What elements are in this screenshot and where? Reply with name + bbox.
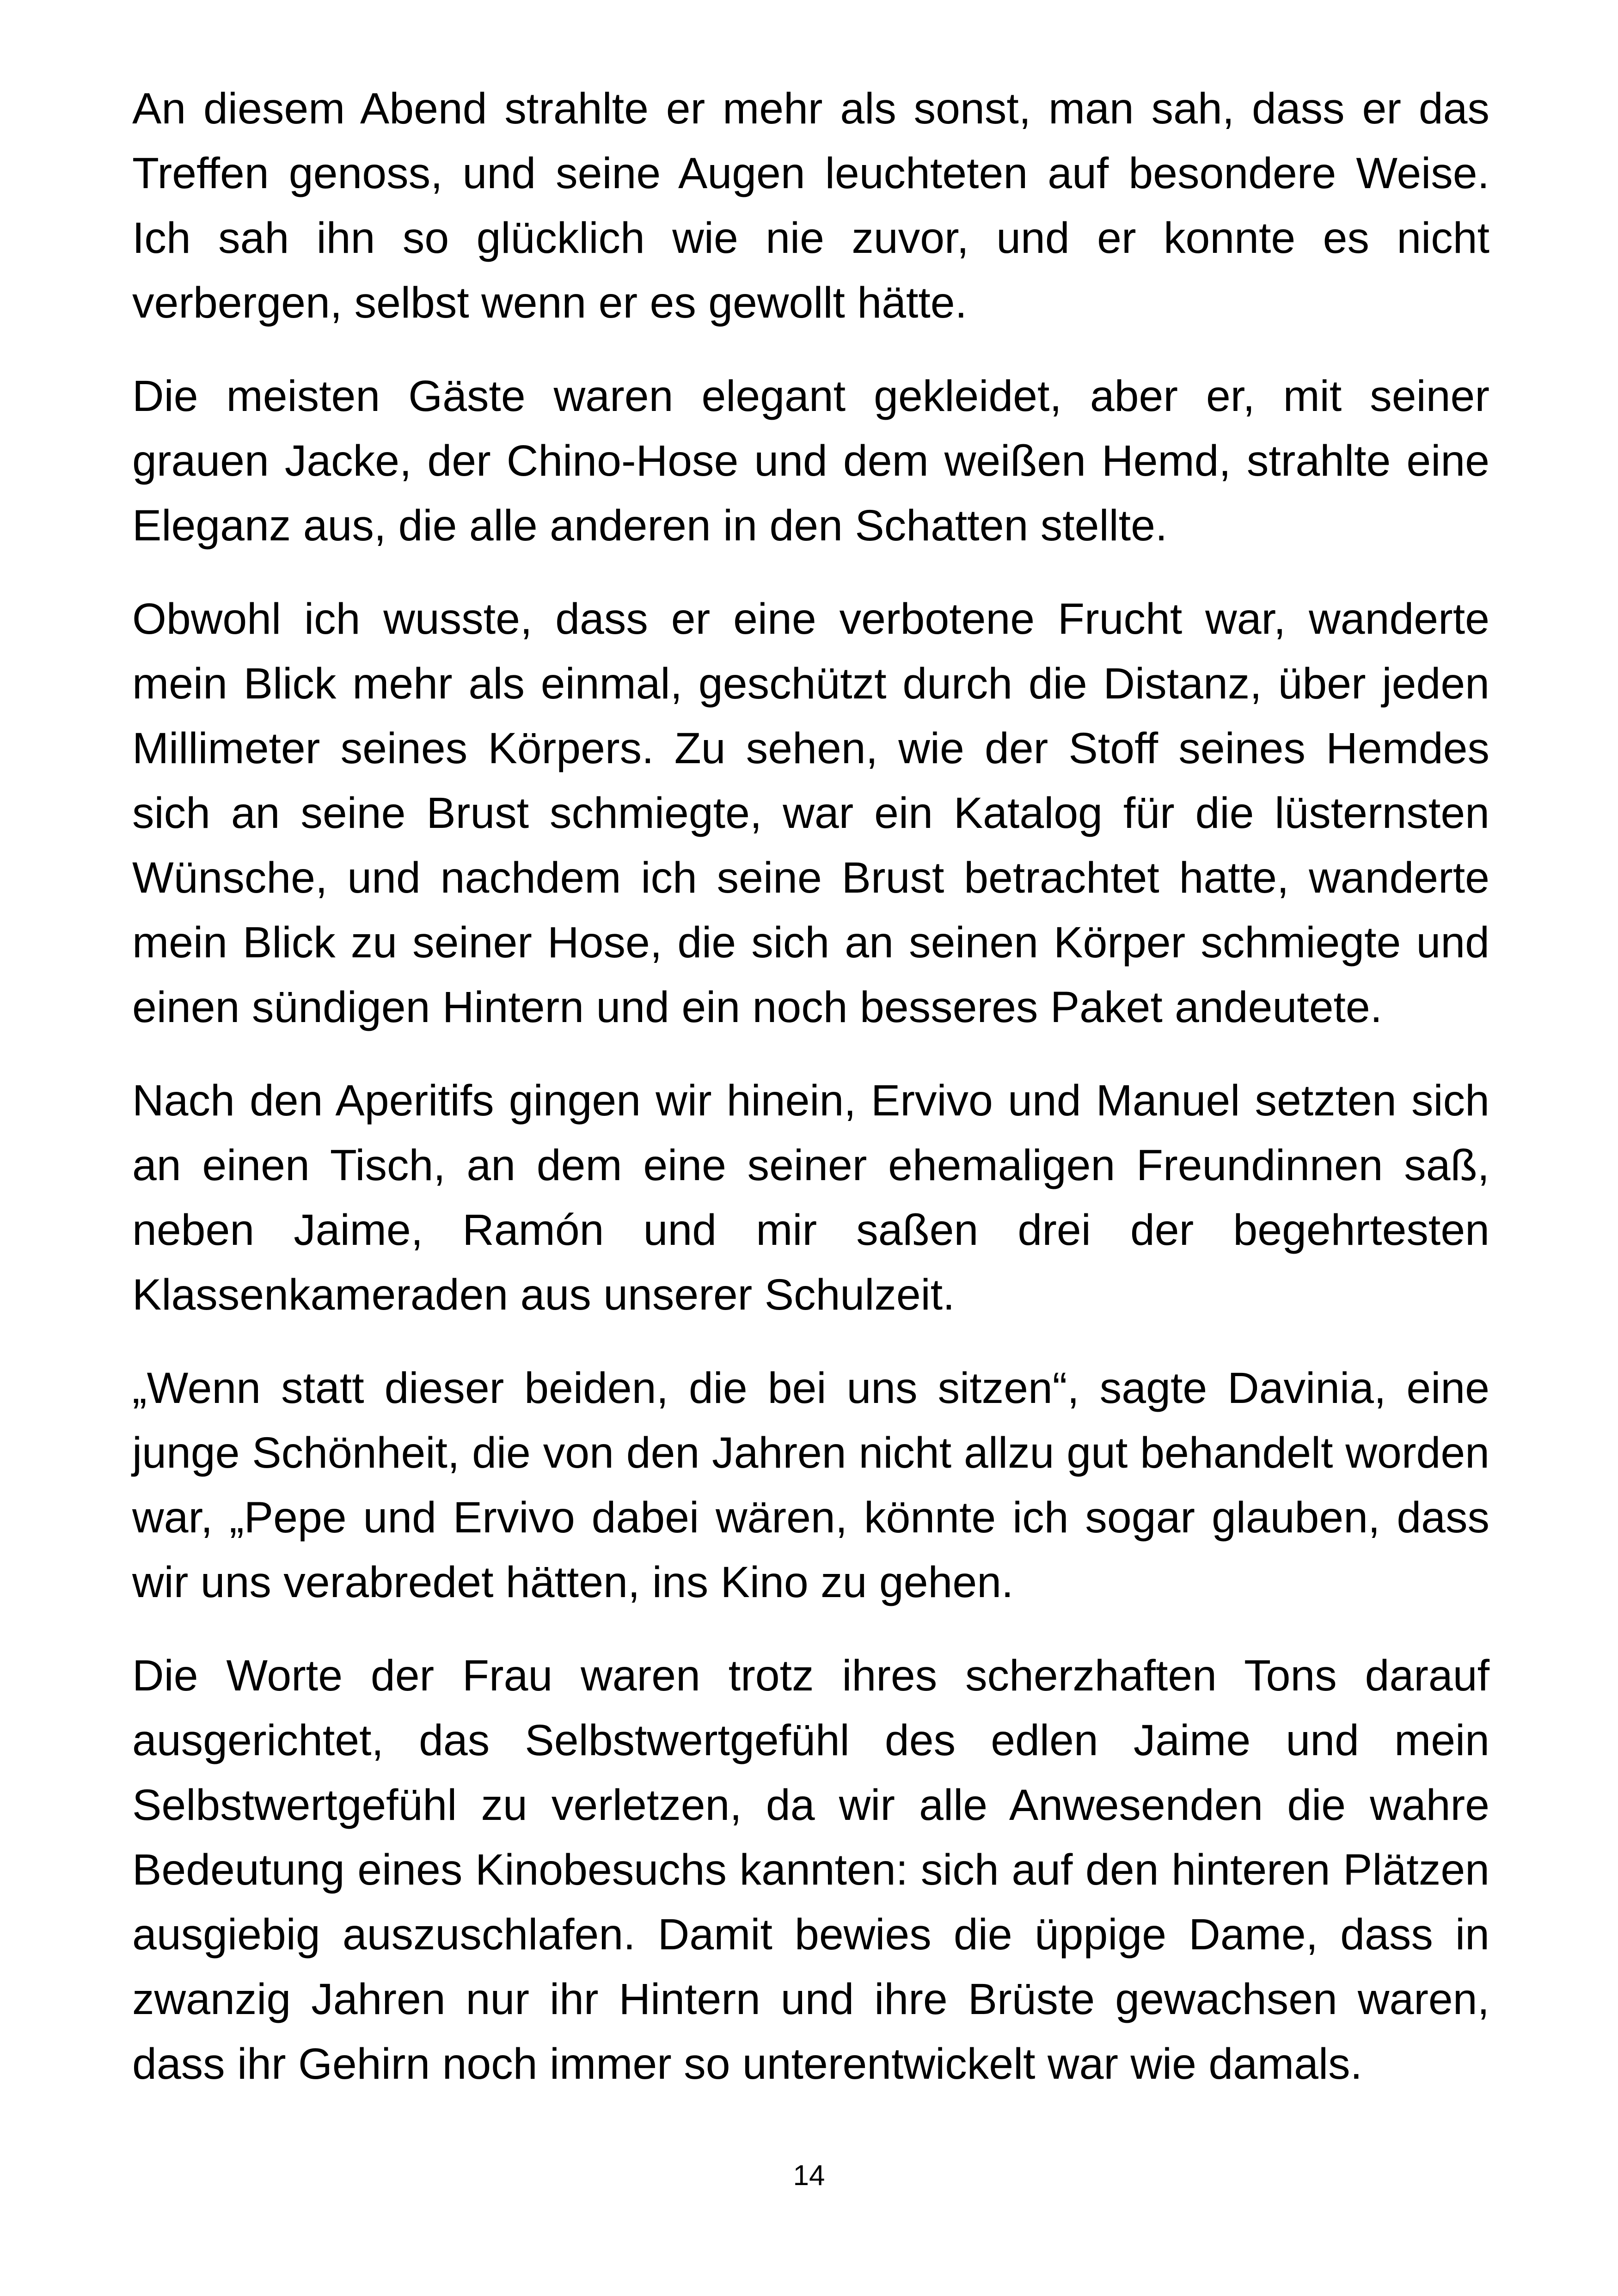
paragraph-4: Nach den Aperitifs gingen wir hinein, Ervivo und Manuel setzten sich an einen Tisch, an dem eine seiner ehemaligen Freundinnen saß, neben Jaime, Ramón und mir saßen drei der begehrtesten Klassenkameraden aus unserer Schulzeit. xyxy=(132,1076,1489,1319)
page-number: 14 xyxy=(793,2160,825,2192)
paragraph-2: Die meisten Gäste waren elegant gekleidet, aber er, mit seiner grauen Jacke, der Chino-Hose und dem weißen Hemd, strahlte eine Eleganz aus, die alle anderen in den Schatten stellte. xyxy=(132,372,1489,550)
paragraph-6: Die Worte der Frau waren trotz ihres scherzhaften Tons darauf ausgerichtet, das Selbstwertgefühl des edlen Jaime und mein Selbstwertgefühl zu verletzen, da wir alle Anwesenden die wahre Bedeutung eines Kinobesuchs kannten: sich auf den hinteren Plätzen ausgiebig auszuschlafen. Damit bewies die üppige Dame, dass in zwanzig Jahren nur ihr Hintern und ihre Brüste gewachsen waren, dass ihr Gehirn noch immer so unterentwickelt war wie damals. xyxy=(132,1651,1489,2088)
paragraph-5: „Wenn statt dieser beiden, die bei uns sitzen“, sagte Davinia, eine junge Schönheit, die von den Jahren nicht allzu gut behandelt worden war, „Pepe und Ervivo dabei wären, könnte ich sogar glauben, dass wir uns verabredet hätten, ins Kino zu gehen. xyxy=(132,1364,1489,1607)
paragraph-1: An diesem Abend strahlte er mehr als sonst, man sah, dass er das Treffen genoss, und seine Augen leuchteten auf besondere Weise. Ich sah ihn so glücklich wie nie zuvor, und er konnte es nicht verbergen, selbst wenn er es gewollt hätte. xyxy=(132,84,1489,327)
paragraph-3: Obwohl ich wusste, dass er eine verbotene Frucht war, wanderte mein Blick mehr als einmal, geschützt durch die Distanz, über jeden Millimeter seines Körpers. Zu sehen, wie der Stoff seines Hemdes sich an seine Brust schmiegte, war ein Katalog für die lüsternsten Wünsche, und nachdem ich seine Brust betrachtet hatte, wanderte mein Blick zu seiner Hose, die sich an seinen Körper schmiegte und einen sündigen Hintern und ein noch besseres Paket andeutete. xyxy=(132,594,1489,1032)
page-body xyxy=(132,76,1489,2125)
